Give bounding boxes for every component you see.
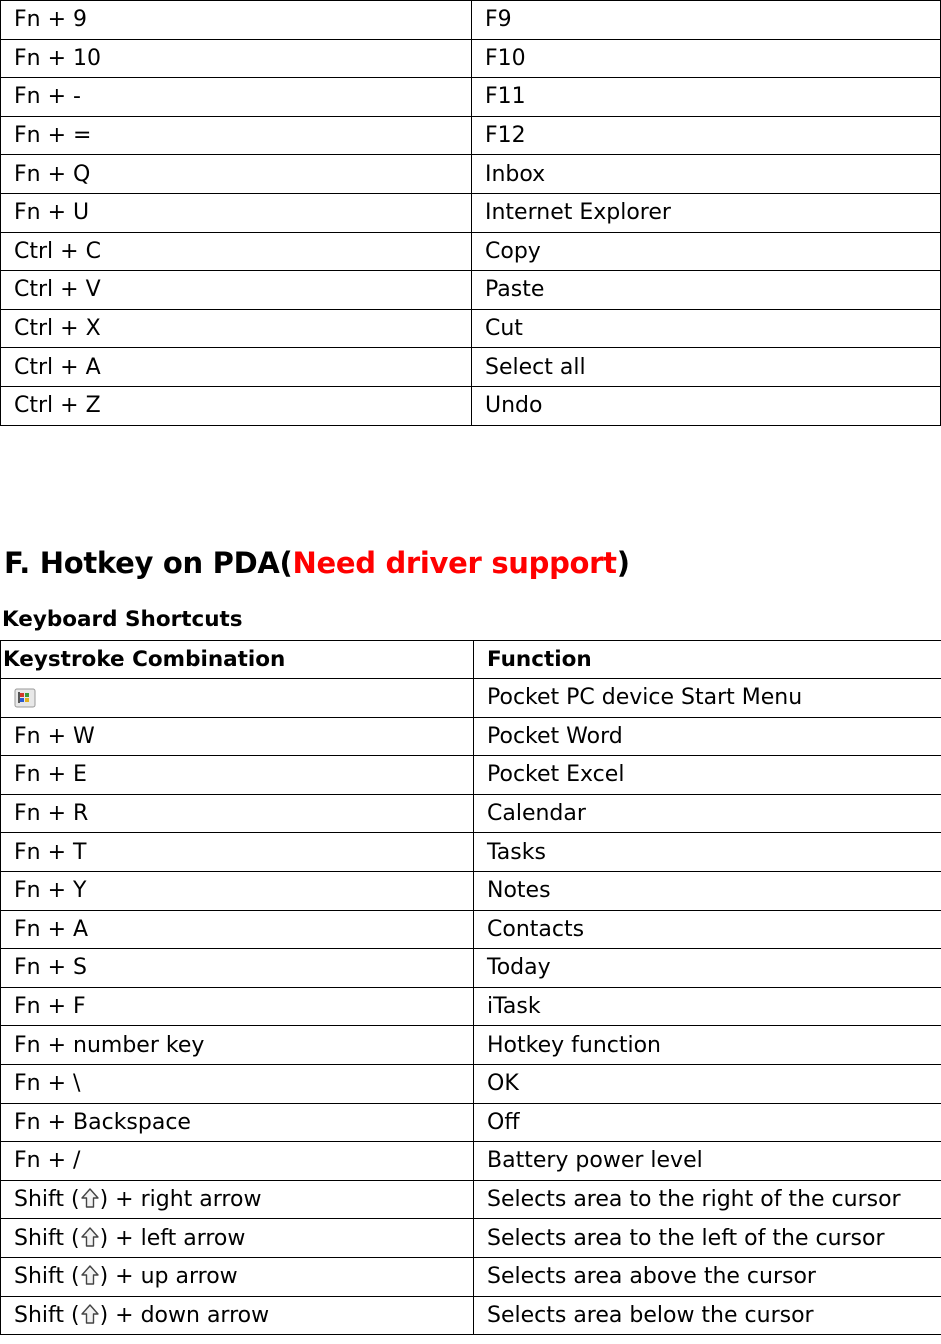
table-row [1, 348, 941, 387]
table-row [1, 271, 941, 310]
function-cell: Select all [472, 348, 941, 387]
keystroke-cell: Fn + R [1, 794, 474, 833]
function-cell: F9 [472, 1, 941, 40]
table-row [1, 193, 941, 232]
keyboard-shortcuts-heading: Keyboard Shortcuts [2, 607, 243, 632]
top-shortcut-table [0, 0, 941, 426]
table-row [1, 871, 941, 910]
table-row [1, 1026, 941, 1065]
table-row [1, 949, 941, 988]
shift-arrow-icon [80, 1303, 100, 1325]
function-cell: iTask [474, 987, 941, 1026]
pda-table-body [1, 679, 941, 1335]
section-title [4, 546, 630, 580]
shift-prefix: Shift ( [14, 1264, 80, 1290]
table-row [1, 987, 941, 1026]
keystroke-cell: Fn + U [1, 193, 472, 232]
function-cell: Off [474, 1103, 941, 1142]
keystroke-cell: Fn + T [1, 833, 474, 872]
table-row [1, 1257, 941, 1296]
keystroke-cell [1, 1180, 474, 1219]
shift-arrow-icon [80, 1264, 100, 1286]
keystroke-cell: Ctrl + C [1, 232, 472, 271]
function-cell: Cut [472, 309, 941, 348]
function-cell: Today [474, 949, 941, 988]
table-row [1, 309, 941, 348]
function-cell: Selects area below the cursor [474, 1296, 941, 1335]
header-row [1, 641, 941, 679]
shift-prefix: Shift ( [14, 1225, 80, 1251]
function-cell: Undo [472, 386, 941, 425]
shift-prefix: Shift ( [14, 1187, 80, 1213]
keystroke-cell: Fn + S [1, 949, 474, 988]
shift-suffix: ) + right arrow [99, 1187, 262, 1213]
table-header [1, 641, 941, 679]
top-table-body [1, 1, 941, 426]
keystroke-cell: Ctrl + A [1, 348, 472, 387]
function-cell: Battery power level [474, 1142, 941, 1181]
header-keystroke: Keystroke Combination [1, 641, 474, 679]
keystroke-cell: Fn + A [1, 910, 474, 949]
shift-prefix: Shift ( [14, 1302, 80, 1328]
keystroke-cell: Ctrl + V [1, 271, 472, 310]
table-row [1, 679, 941, 718]
section-title-highlight: Need driver support [292, 546, 617, 580]
keystroke-cell: Ctrl + Z [1, 386, 472, 425]
table-row [1, 78, 941, 117]
function-cell: Calendar [474, 794, 941, 833]
table-row [1, 833, 941, 872]
function-cell: F10 [472, 39, 941, 78]
keystroke-cell: Fn + E [1, 756, 474, 795]
function-cell: Hotkey function [474, 1026, 941, 1065]
table-row [1, 794, 941, 833]
function-cell: Selects area to the left of the cursor [474, 1219, 941, 1258]
function-cell: Contacts [474, 910, 941, 949]
keystroke-cell: Ctrl + X [1, 309, 472, 348]
table-row [1, 1180, 941, 1219]
function-cell: Pocket PC device Start Menu [474, 679, 941, 718]
table-row [1, 232, 941, 271]
windows-start-key-icon [14, 688, 36, 708]
keystroke-cell [1, 679, 474, 718]
table-row [1, 39, 941, 78]
keystroke-cell: Fn + F [1, 987, 474, 1026]
keystroke-cell: Fn + = [1, 116, 472, 155]
shift-suffix: ) + down arrow [99, 1302, 270, 1328]
keystroke-cell: Fn + number key [1, 1026, 474, 1065]
function-cell: OK [474, 1064, 941, 1103]
function-cell: F12 [472, 116, 941, 155]
table-row [1, 386, 941, 425]
function-cell: Inbox [472, 155, 941, 194]
function-cell: Copy [472, 232, 941, 271]
function-cell: Internet Explorer [472, 193, 941, 232]
function-cell: Pocket Word [474, 717, 941, 756]
keystroke-cell [1, 1219, 474, 1258]
keystroke-cell: Fn + Backspace [1, 1103, 474, 1142]
table-row [1, 910, 941, 949]
keystroke-cell [1, 1296, 474, 1335]
keystroke-cell: Fn + 9 [1, 1, 472, 40]
keystroke-cell: Fn + Y [1, 871, 474, 910]
table-row [1, 1219, 941, 1258]
function-cell: Selects area above the cursor [474, 1257, 941, 1296]
keystroke-cell [1, 1257, 474, 1296]
table-row [1, 1, 941, 40]
section-title-prefix: F. Hotkey on PDA( [4, 546, 293, 580]
keystroke-cell: Fn + \ [1, 1064, 474, 1103]
header-function: Function [474, 641, 941, 679]
keystroke-cell: Fn + / [1, 1142, 474, 1181]
table-row [1, 1142, 941, 1181]
shift-suffix: ) + up arrow [99, 1264, 238, 1290]
shift-arrow-icon [80, 1187, 100, 1209]
table-row [1, 756, 941, 795]
keystroke-cell: Fn + W [1, 717, 474, 756]
function-cell: Notes [474, 871, 941, 910]
shift-arrow-icon [80, 1226, 100, 1248]
function-cell: Selects area to the right of the cursor [474, 1180, 941, 1219]
pda-hotkey-table [0, 640, 941, 1335]
function-cell: Pocket Excel [474, 756, 941, 795]
table-row [1, 1103, 941, 1142]
table-row [1, 1064, 941, 1103]
keystroke-cell: Fn + 10 [1, 39, 472, 78]
table-row [1, 155, 941, 194]
function-cell: Tasks [474, 833, 941, 872]
keystroke-cell: Fn + - [1, 78, 472, 117]
shift-suffix: ) + left arrow [99, 1225, 246, 1251]
table-row [1, 116, 941, 155]
table-row [1, 717, 941, 756]
section-title-suffix: ) [616, 546, 630, 580]
function-cell: Paste [472, 271, 941, 310]
function-cell: F11 [472, 78, 941, 117]
keystroke-cell: Fn + Q [1, 155, 472, 194]
table-row [1, 1296, 941, 1335]
